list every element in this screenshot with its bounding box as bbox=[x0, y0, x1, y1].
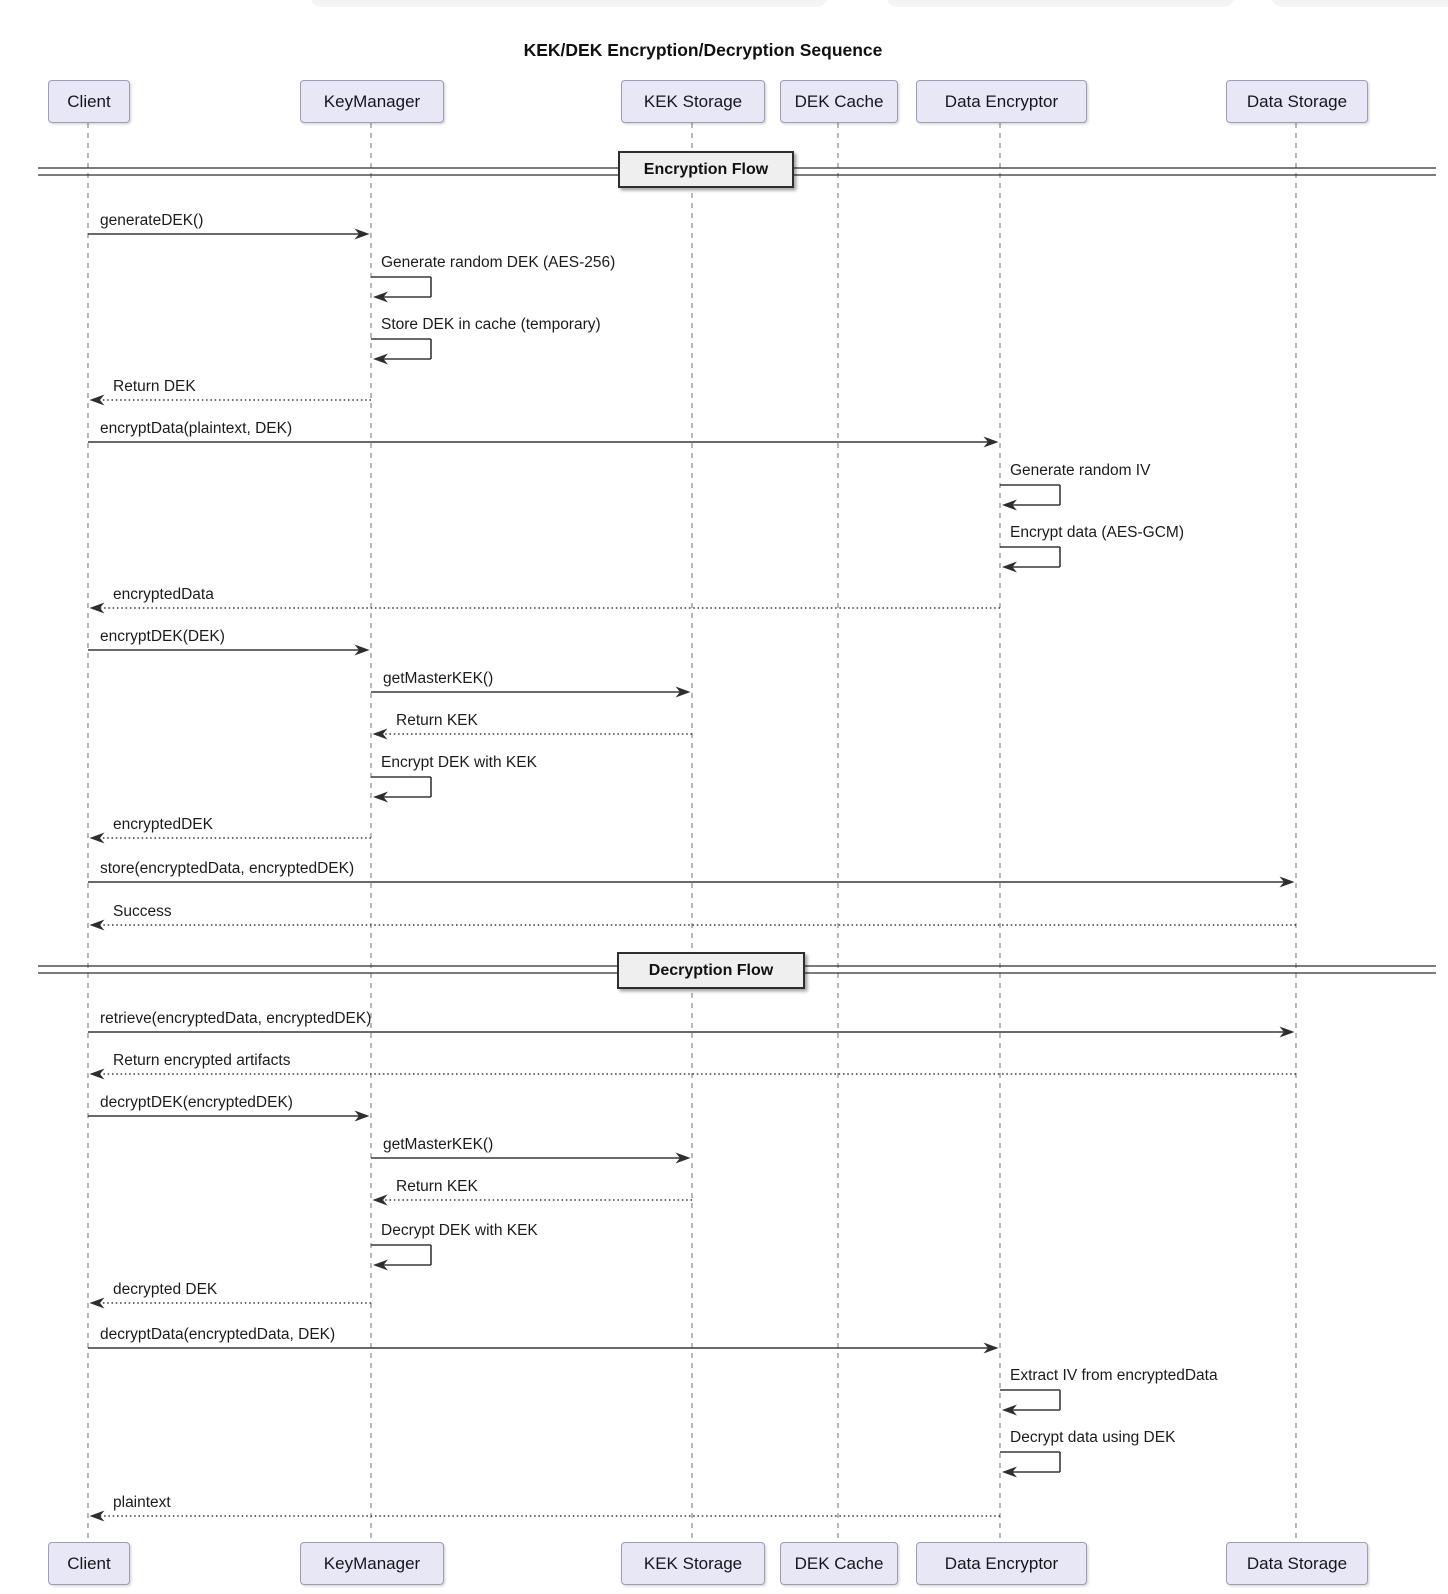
message-label-text: Return KEK bbox=[396, 1178, 478, 1195]
message-label-text: decryptData(encryptedData, DEK) bbox=[100, 1326, 336, 1343]
message-label bbox=[381, 753, 537, 772]
message-label bbox=[100, 859, 354, 878]
message-label bbox=[1010, 1428, 1175, 1447]
message-label-text: store(encryptedData, encryptedDEK) bbox=[100, 860, 355, 877]
message-label bbox=[113, 1493, 171, 1512]
participant-box bbox=[1226, 80, 1368, 123]
participant-box bbox=[780, 80, 898, 123]
participant-box-text: Client bbox=[67, 91, 111, 111]
participant-box-text: Data Storage bbox=[1246, 1553, 1348, 1573]
message-label bbox=[113, 1051, 290, 1070]
message-label-text: Encrypt data (AES-GCM) bbox=[1010, 524, 1184, 541]
arrowhead-icon bbox=[90, 1069, 105, 1080]
message-label bbox=[113, 902, 172, 921]
participant-box bbox=[300, 1542, 444, 1585]
arrowhead-icon bbox=[90, 1511, 105, 1522]
message-label-text: Generate random IV bbox=[1010, 462, 1151, 479]
message-label bbox=[100, 1009, 371, 1028]
message-label bbox=[1010, 523, 1184, 542]
diagram-title: KEK/DEK Encryption/Decryption Sequence bbox=[523, 40, 883, 60]
message-label bbox=[100, 419, 292, 438]
message-label-text: encryptData(plaintext, DEK) bbox=[100, 420, 293, 437]
message-label bbox=[396, 711, 478, 730]
participant-box bbox=[48, 1542, 130, 1585]
message-label-text: encryptedData bbox=[113, 586, 214, 603]
message-label-text: encryptDEK(DEK) bbox=[100, 628, 225, 645]
arrowhead-icon bbox=[90, 833, 105, 844]
participant-box-text: DEK Cache bbox=[794, 91, 884, 111]
message-label bbox=[113, 585, 214, 604]
message-label bbox=[100, 1093, 293, 1112]
message-label-text: retrieve(encryptedData, encryptedDEK) bbox=[100, 1010, 372, 1027]
participant-box-text: Data Storage bbox=[1246, 91, 1348, 111]
participant-box-text: KeyManager bbox=[323, 1553, 421, 1573]
message-label bbox=[113, 815, 213, 834]
message-label-text: decryptDEK(encryptedDEK) bbox=[100, 1094, 293, 1111]
message-label-text: Extract IV from encryptedData bbox=[1010, 1367, 1218, 1384]
divider-label bbox=[618, 151, 794, 188]
message-label bbox=[100, 1325, 335, 1344]
message-label-text: Return encrypted artifacts bbox=[113, 1052, 291, 1069]
participant-box bbox=[1226, 1542, 1368, 1585]
divider-label-text: Decryption Flow bbox=[648, 961, 774, 979]
message-label-text: Decrypt DEK with KEK bbox=[381, 1222, 538, 1239]
message-label bbox=[383, 1135, 493, 1154]
participant-box bbox=[621, 80, 765, 123]
participant-box bbox=[48, 80, 130, 123]
message-label-text: encryptedDEK bbox=[113, 816, 213, 833]
participant-box bbox=[916, 80, 1087, 123]
message-label-text: Success bbox=[113, 903, 172, 920]
arrowhead-icon bbox=[90, 395, 105, 406]
participant-box-text: KEK Storage bbox=[643, 1553, 743, 1573]
message-label-text: Store DEK in cache (temporary) bbox=[381, 316, 601, 333]
arrowhead-icon bbox=[90, 603, 105, 614]
participant-box-text: Data Encryptor bbox=[944, 1553, 1059, 1573]
participant-box-text: KeyManager bbox=[323, 91, 421, 111]
message-label-text: Return DEK bbox=[113, 378, 196, 395]
participant-box-text: Data Encryptor bbox=[944, 91, 1059, 111]
participant-box-text: Client bbox=[67, 1553, 111, 1573]
message-label-text: Encrypt DEK with KEK bbox=[381, 754, 537, 771]
participant-box-text: DEK Cache bbox=[794, 1553, 884, 1573]
participant-box bbox=[621, 1542, 765, 1585]
message-label-text: plaintext bbox=[113, 1494, 171, 1511]
message-label-text: generateDEK() bbox=[100, 212, 204, 229]
message-label-text: getMasterKEK() bbox=[383, 670, 494, 687]
message-label bbox=[113, 377, 196, 396]
message-label-text: Return KEK bbox=[396, 712, 478, 729]
message-label-text: decrypted DEK bbox=[113, 1281, 218, 1298]
message-label-text: Decrypt data using DEK bbox=[1010, 1429, 1176, 1446]
message-label bbox=[100, 627, 225, 646]
arrowhead-icon bbox=[90, 920, 105, 931]
message-label bbox=[396, 1177, 478, 1196]
participant-box-text: KEK Storage bbox=[643, 91, 743, 111]
message-label-text: getMasterKEK() bbox=[383, 1136, 494, 1153]
message-label-text: Generate random DEK (AES-256) bbox=[381, 254, 616, 271]
participant-box bbox=[780, 1542, 898, 1585]
participant-box bbox=[300, 80, 444, 123]
divider-label bbox=[617, 952, 805, 989]
participant-box bbox=[916, 1542, 1087, 1585]
message-label bbox=[381, 253, 615, 272]
message-label bbox=[1010, 1366, 1218, 1385]
message-label bbox=[1010, 461, 1150, 480]
message-label bbox=[381, 315, 601, 334]
message-label bbox=[113, 1280, 217, 1299]
message-label bbox=[100, 211, 203, 230]
message-label bbox=[383, 669, 493, 688]
divider-label-text: Encryption Flow bbox=[643, 160, 769, 178]
message-label bbox=[381, 1221, 538, 1240]
arrowhead-icon bbox=[90, 1298, 105, 1309]
